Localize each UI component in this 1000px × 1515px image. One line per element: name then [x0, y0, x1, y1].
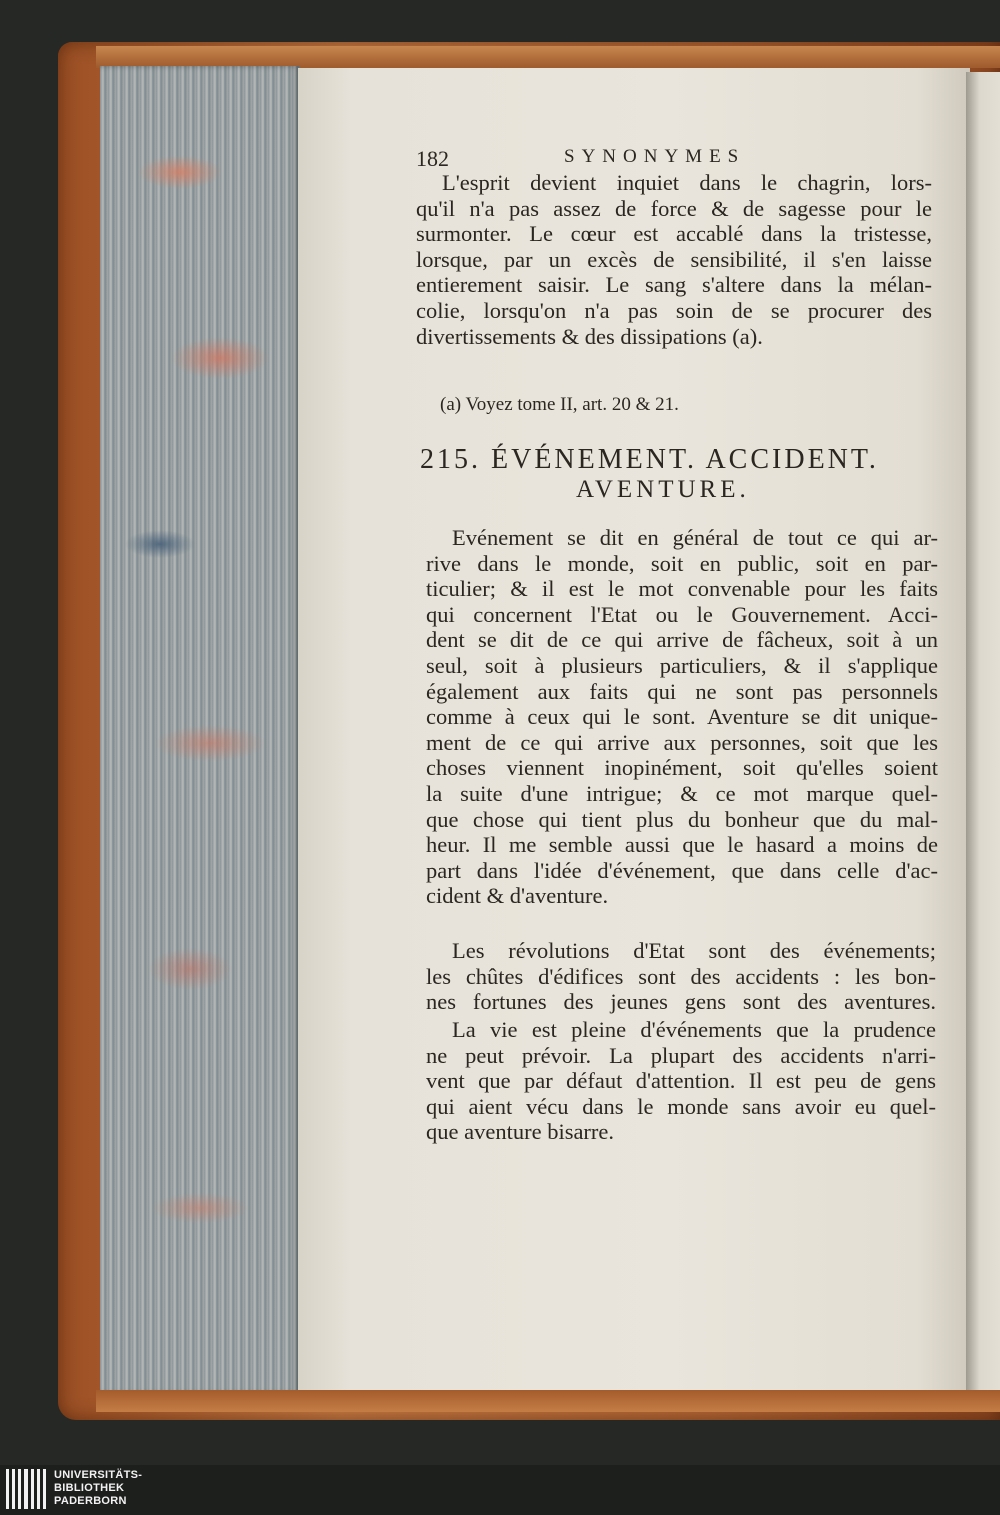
text-line: Evénement se dit en général de tout ce qui ar-	[452, 525, 938, 550]
text-line: qui concernent l'Etat ou le Gouvernement. Acci-	[426, 601, 938, 627]
article-heading: 215. ÉVÉNEMENT. ACCIDENT.	[420, 444, 879, 475]
logo-line: PADERBORN	[54, 1495, 127, 1507]
text-line: qu'il n'a pas assez de force & de sagesse pour le	[416, 195, 932, 221]
marbled-fore-edge	[100, 66, 300, 1394]
cover-top-edge	[96, 46, 1000, 68]
page-number: 182	[416, 146, 449, 171]
text-line: ticulier; & il est le mot convenable pour les faits	[426, 576, 938, 602]
text-line: la suite d'une intrigue; & ce mot marque quel-	[426, 780, 938, 806]
library-footer	[0, 1465, 1000, 1515]
text-line: lorsque, par un excès de sensibilité, il s'en laisse	[416, 246, 932, 272]
text-line: cident & d'aventure.	[426, 883, 609, 909]
text-line: part dans l'idée d'événement, que dans celle d'ac-	[426, 857, 938, 883]
text-line: vent que par défaut d'attention. Il est peu de gens	[426, 1068, 936, 1094]
text-line: divertissements & des dissipations (a).	[416, 323, 763, 349]
text-line: également aux faits qui ne sont pas personnels	[426, 678, 938, 704]
library-bars-icon	[6, 1469, 46, 1509]
footnote: (a) Voyez tome II, art. 20 & 21.	[440, 394, 679, 415]
paragraph-life	[426, 1017, 936, 1145]
text-line: les chûtes d'édifices sont des accidents : les bon-	[426, 963, 936, 989]
text-line: La vie est pleine d'événements que la prudence	[452, 1017, 936, 1042]
library-logo-text	[54, 1469, 142, 1508]
cover-bottom-edge	[96, 1390, 1000, 1412]
text-line: heur. Il me semble aussi que le hasard a moins de	[426, 832, 938, 858]
text-line: ment de ce qui arrive aux personnes, soit que les	[426, 729, 938, 755]
text-line: dent se dit de ce qui arrive de fâcheux, soit à un	[426, 627, 938, 653]
text-line: choses viennent inopinément, soit qu'elles soient	[426, 755, 938, 781]
running-head: SYNONYMES	[564, 146, 746, 167]
text-line: surmonter. Le cœur est accablé dans la tristesse,	[416, 221, 932, 247]
text-line: Les révolutions d'Etat sont des événements;	[452, 938, 936, 963]
logo-line: UNIVERSITÄTS-	[54, 1469, 143, 1481]
text-line: que aventure bisarre.	[426, 1119, 615, 1145]
text-line: ne peut prévoir. La plupart des accidents n'arri-	[426, 1042, 936, 1068]
text-line: rive dans le monde, soit en public, soit en par-	[426, 550, 938, 576]
facing-page-edge	[966, 72, 1000, 1390]
text-line: comme à ceux qui le sont. Aventure se dit unique-	[426, 704, 938, 730]
logo-line: BIBLIOTHEK	[54, 1482, 125, 1494]
text-line: entierement saisir. Le sang s'altere dans la mélan-	[416, 272, 932, 298]
text-line: colie, lorsqu'on n'a pas soin de se procurer des	[416, 297, 932, 323]
paragraph-chagrin	[416, 170, 932, 349]
text-line: qui aient vécu dans le monde sans avoir eu quel-	[426, 1093, 936, 1119]
article-heading-continued: AVENTURE.	[576, 476, 750, 503]
text-line: que chose qui tient plus du bonheur que du mal-	[426, 806, 938, 832]
paragraph-definitions	[426, 525, 938, 909]
text-line: nes fortunes des jeunes gens sont des aventures.	[426, 989, 936, 1015]
text-line: seul, soit à plusieurs particuliers, & il s'applique	[426, 652, 938, 678]
text-line: L'esprit devient inquiet dans le chagrin, lors-	[442, 170, 932, 195]
paragraph-examples	[426, 938, 936, 1015]
